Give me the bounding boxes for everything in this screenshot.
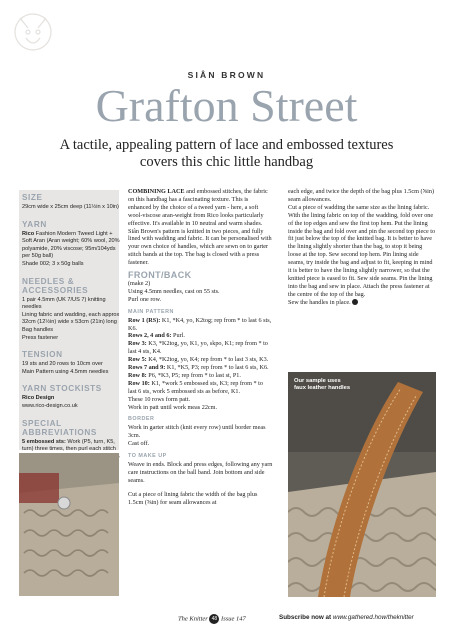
main-pattern-heading: MAIN PATTERN (128, 308, 174, 315)
needles-item: Lining fabric and wadding, each approx 32cm (12½in) wide x 53cm (21in) long (22, 311, 120, 326)
pattern-column-2 (288, 188, 436, 307)
pattern-row (128, 372, 273, 380)
yarn-heading: YARN (22, 219, 47, 229)
size-text: 29cm wide x 25cm deep (11½in x 10in) (22, 204, 119, 210)
magazine-name: The Knitter (178, 615, 208, 623)
instruction-line: Cut a piece of lining fabric the width of the bag plus 1.5cm (⅝in) for seam allowances at (128, 490, 258, 506)
instruction-line: Using 4.5mm needles, cast on 55 sts. (128, 287, 220, 295)
instruction-line: Purl one row. (128, 295, 162, 303)
tension-text: 19 sts and 20 rows to 10cm over (22, 361, 103, 368)
pattern-row (128, 356, 273, 364)
needles-item: Bag handles (22, 326, 54, 333)
pattern-row (128, 364, 273, 372)
article-subtitle: A tactile, appealing pattern of lace and embossed textures covers this chic little handbag (59, 137, 394, 170)
tension-heading: TENSION (22, 350, 63, 360)
fox-motif-icon (8, 8, 58, 56)
pattern-row (128, 332, 273, 340)
needles-item: Press fastener (22, 334, 59, 341)
pattern-row (128, 317, 273, 333)
instruction-line: With the lining fabric on top of the wadding, fold over one of the top edges and sew the first top hem. Put the lining inside the bag and fold over and pin the second top piece to fit just below the top of the knitted bag. It is better to have the lining slightly shorter than the bag, to stop it being loose at the top. Sew second top hem. Pin lining side seams, try inside the bag and adjust to fit, keeping in mind it is better to have the lining slightly narrower, so that the knitted piece is eased to fit. Sew side seams. Pin the lining into the bag and sew in place. Attach the press fastener at the centre of the top of the bag. (288, 211, 436, 298)
instruction-line: Weave in ends. Block and press edges, following any yarn care instructions on the ball band. Join bottom and side seams. (128, 461, 273, 484)
intro-text: and embossed stitches, the fabric on this handbag has a fascinating texture. This is enhanced by the choice of a tweed yarn - here, a soft wool-viscose aran-weight from Rico looks particularly effective. It's available in 10 neutral and warm shades. Siân Brown's pattern is knitted in two pieces, and fully lined with wadding and fabric. It can be personalised with your own choice of handles, which are sewn on to garter stitch bands at the top. The bag is closed with a press fastener. (128, 188, 272, 267)
abbreviations-heading: SPECIAL ABBREVIATIONS (22, 418, 97, 437)
instruction-line (288, 299, 436, 307)
needles-item: 1 pair 4.5mm (UK 7/US 7) knitting needles (22, 296, 106, 311)
page-number: 48 (209, 614, 219, 624)
row-label: Row 1 (RS): (128, 316, 161, 324)
yarn-shade: Shade 002; 3 x 50g balls (22, 260, 84, 267)
intro-paragraph (128, 188, 273, 267)
row-text: K1, *K4, yo, K2tog; rep from * to last 6 sts, K6. (128, 316, 272, 332)
page-footer-left (178, 614, 246, 624)
stockist-name: Rico Design (22, 395, 55, 402)
row-label: Row 8: (128, 371, 147, 379)
row-text: K4, *K2tog, yo, K4; rep from * to last 3 sts, K3. (146, 356, 269, 364)
instruction-line: Cut a piece of wadding the same size as the lining fabric. (288, 203, 430, 211)
bag-handle-illustration (288, 372, 436, 597)
intro-lead: COMBINING LACE (128, 188, 185, 195)
subscribe-url[interactable]: www.gathered.how/theknitter (332, 614, 414, 621)
front-back-heading: FRONT/BACK (128, 270, 192, 281)
yarn-description: Fashion Modern Tweed Light + Soft Aran (Aran weight; 60% wool, 20% polyamide, 20% viscose; 95m/104yds per 50g ball) (22, 230, 120, 260)
end-mark-icon (352, 299, 358, 305)
row-text: Purl. (171, 332, 185, 340)
article-title: Grafton Street (95, 80, 358, 131)
tension-text: Main Pattern using 4.5mm needles (22, 368, 109, 375)
page-footer-right (279, 614, 414, 621)
row-label: Row 10: (128, 379, 150, 387)
row-label: Rows 2, 4 and 6: (128, 332, 172, 340)
instruction-line: These 10 rows form patt. (128, 395, 191, 403)
instruction-line: Work in garter stitch (knit every row) until border meas 3cm. (128, 424, 266, 440)
row-label: Rows 7 and 9: (128, 364, 166, 372)
yarn-brand: Rico (22, 230, 35, 237)
bag-detail-photo (19, 453, 119, 596)
info-sidebar (22, 193, 120, 492)
author-name: SIÂN BROWN (187, 70, 266, 80)
bag-handle-photo (288, 372, 436, 597)
instruction-line: each edge, and twice the depth of the bag plus 1.5cm (⅝in) seam allowances. (288, 188, 435, 203)
yarn-text (22, 231, 120, 261)
abbreviation-term: 5 embossed sts: (22, 438, 66, 445)
issue-number: Issue 147 (221, 615, 246, 623)
row-text: K1, *work 5 embossed sts, K3; rep from * to last 6 sts, work 5 embossed sts as before, K1. (128, 379, 263, 395)
pattern-row (128, 380, 273, 396)
row-label: Row 3: (128, 340, 147, 348)
make-up-heading: TO MAKE UP (128, 453, 167, 460)
pattern-row (128, 340, 273, 356)
subscribe-label: Subscribe now at (279, 614, 332, 621)
size-heading: SIZE (22, 193, 43, 202)
instruction-line: Cast off. (128, 440, 150, 448)
needles-heading: NEEDLES & ACCESSORIES (22, 276, 89, 295)
pattern-column-1 (128, 188, 273, 507)
photo-caption: Our sample uses faux leather handles (294, 378, 351, 391)
make-count: (make 2) (128, 279, 151, 287)
final-step: Sew the handles in place. (288, 298, 351, 306)
stockists-heading: YARN STOCKISTS (22, 384, 102, 394)
row-text: P6, *K3, P5; rep from * to last st, P1. (146, 371, 241, 379)
stockist-url[interactable]: www.rico-design.co.uk (22, 402, 78, 409)
abbreviation-definition: Work (P5, turn, K5, turn) three times, then purl each stitch (22, 438, 116, 453)
row-text: K1, *K5, P3; rep from * to last 6 sts, K6. (165, 364, 269, 372)
row-label: Row 5: (128, 356, 147, 364)
row-text: K3, *K2tog, yo, K1, yo, skpo, K1; rep from * to last 4 sts, K4. (128, 340, 268, 356)
border-heading: BORDER (128, 416, 155, 423)
instruction-line: Work in patt until work meas 22cm. (128, 403, 218, 411)
